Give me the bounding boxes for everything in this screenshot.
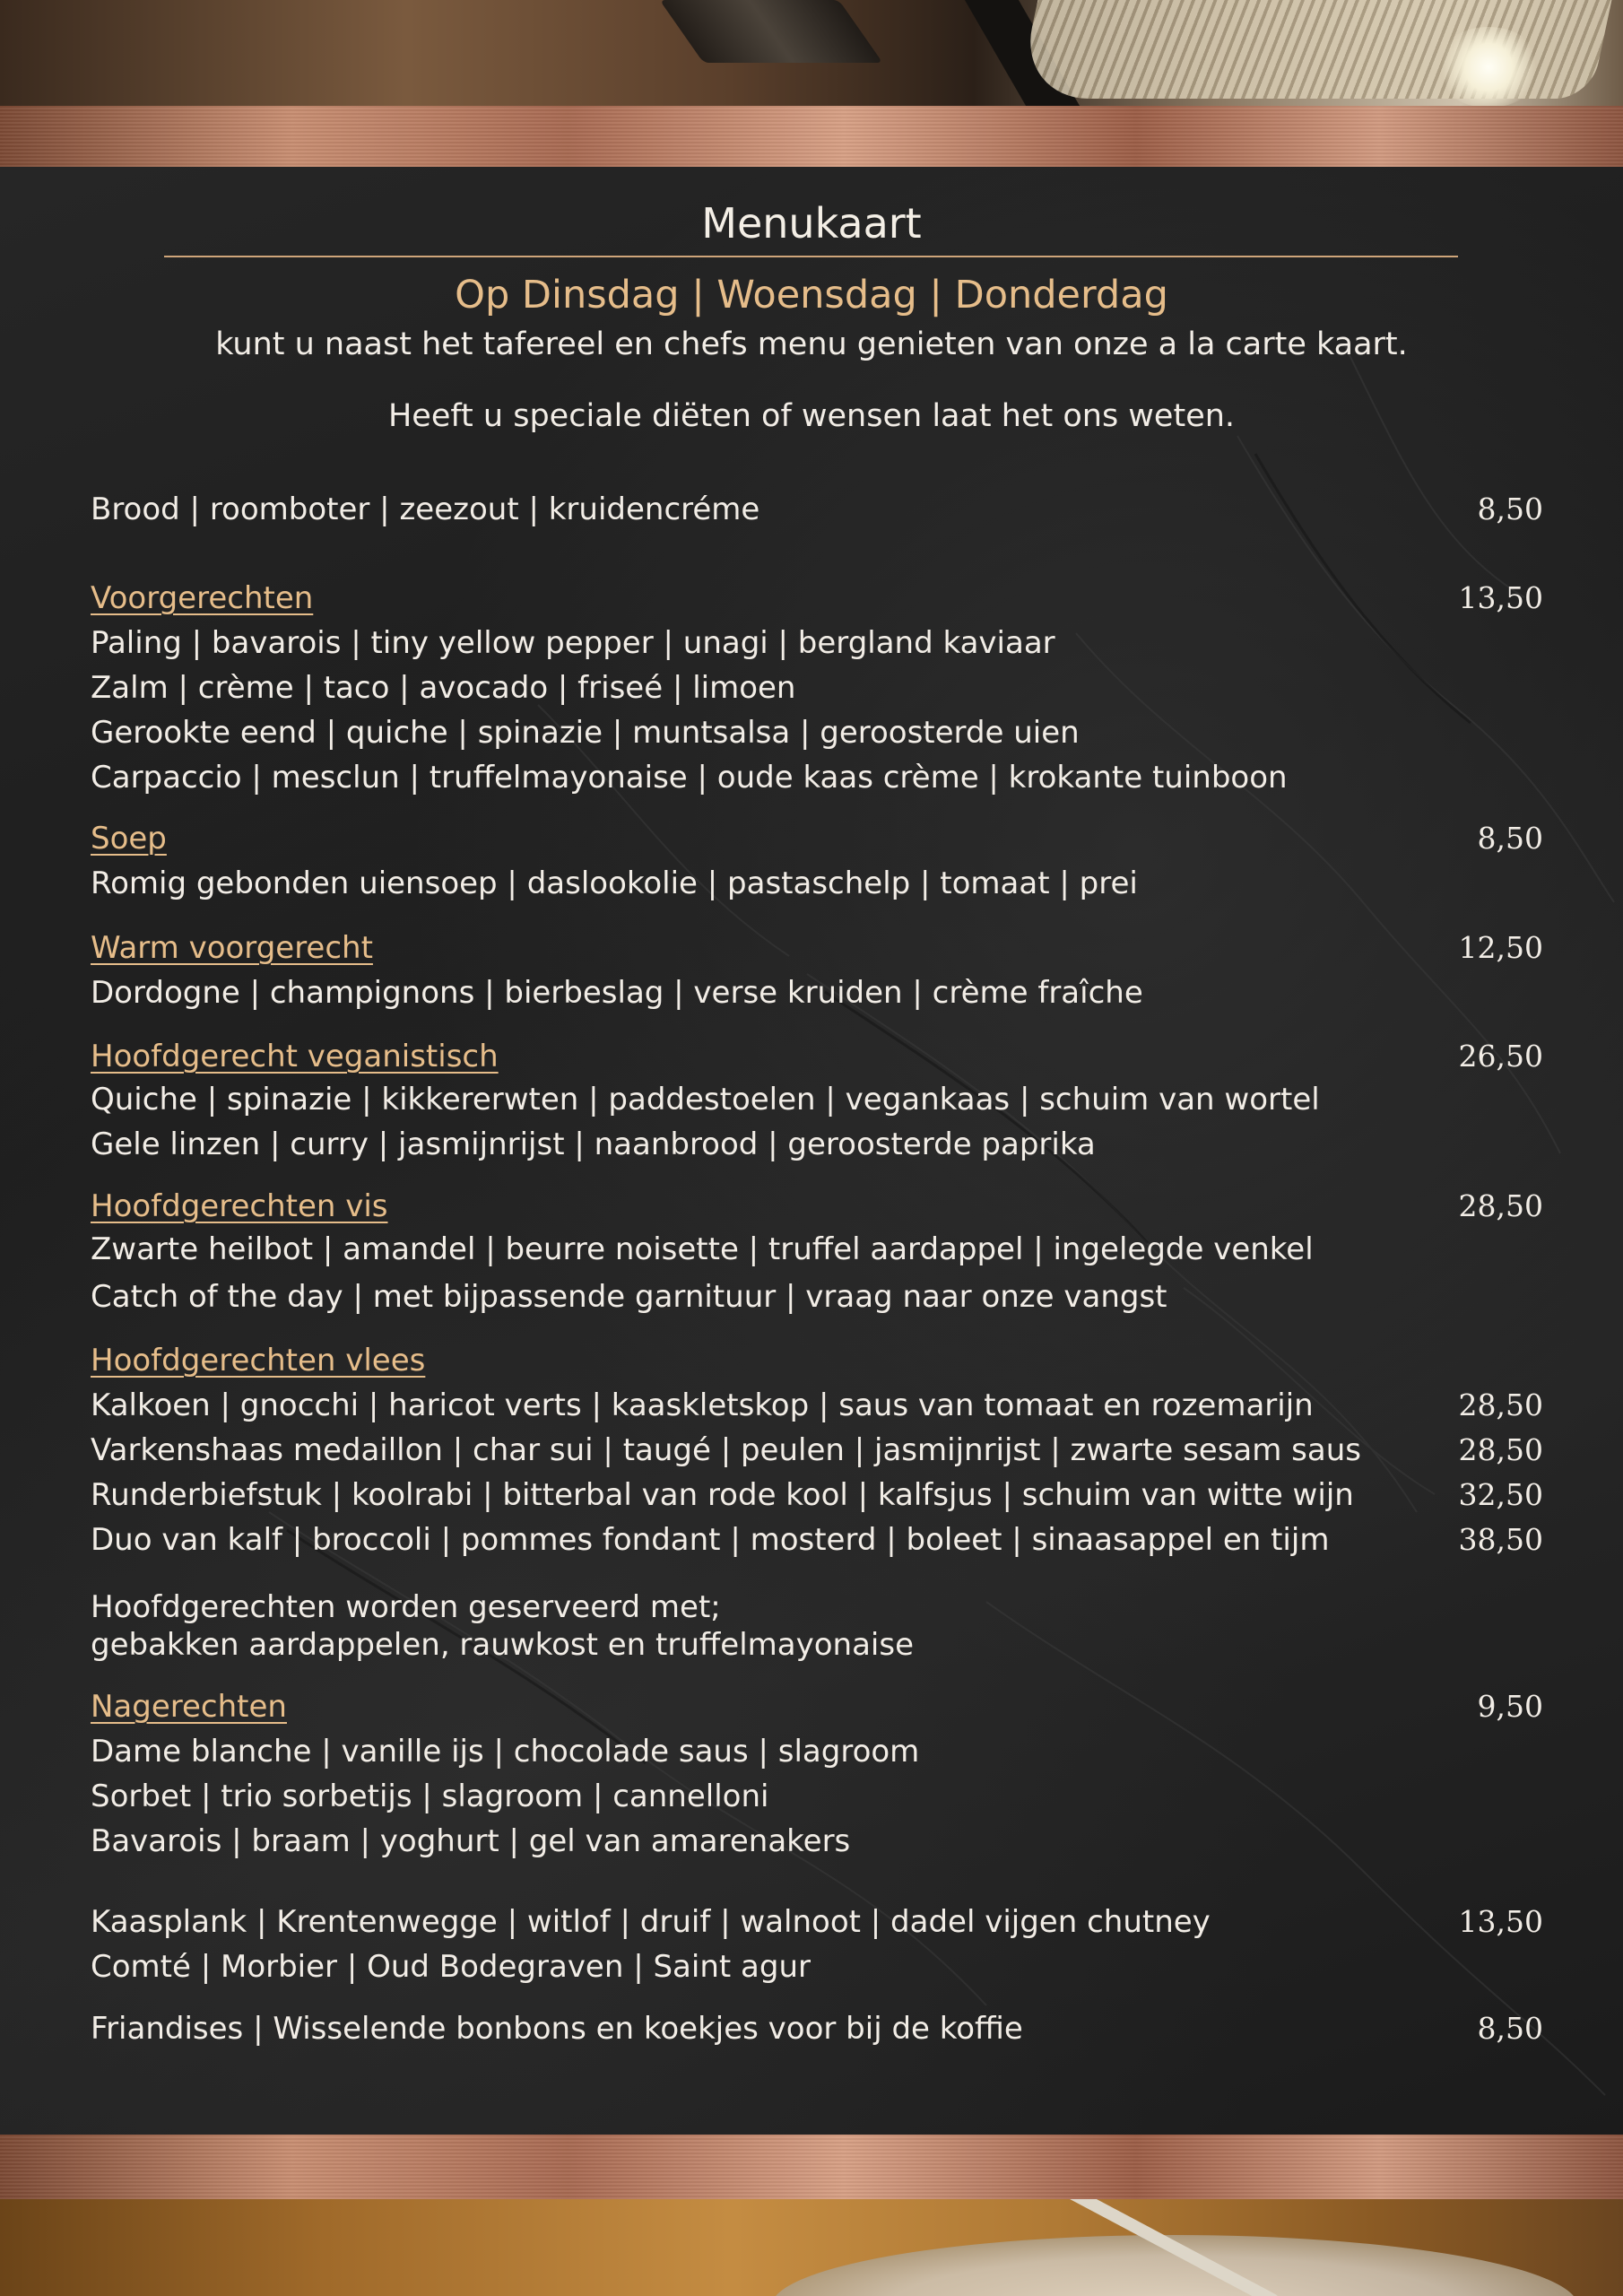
item-price: 8,50 <box>1477 2011 1543 2046</box>
menu-item-varkenshaas <box>91 1431 1543 1470</box>
list-item: Quiche | spinazie | kikkererwten | paddestoelen | vegankaas | schuim van wortel <box>91 1082 1320 1118</box>
menu-item-duo-van-kalf <box>91 1520 1543 1560</box>
menu-content <box>0 167 1623 2135</box>
list-item: Carpaccio | mesclun | truffelmayonaise | oude kaas crème | krokante tuinboon <box>91 760 1288 796</box>
category-label: Hoofdgerecht veganistisch <box>91 1039 499 1074</box>
category-label: Voorgerechten <box>91 580 314 616</box>
item-price: 32,50 <box>1458 1477 1543 1512</box>
footer-photo <box>0 2199 1623 2296</box>
item-text: Kaasplank | Krentenwegge | witlof | druif | walnoot | dadel vijgen chutney <box>91 1904 1211 1940</box>
list-item: Paling | bavarois | tiny yellow pepper | unagi | bergland kaviaar <box>91 625 1055 661</box>
list-item: Bavarois | braam | yoghurt | gel van amarenakers <box>91 1823 851 1859</box>
list-item: Dame blanche | vanille ijs | chocolade saus | slagroom <box>91 1734 920 1770</box>
diet-note: Heeft u speciale diëten of wensen laat het ons weten. <box>387 398 1236 434</box>
menu-item-kaasplank <box>91 1902 1543 1942</box>
list-item: Catch of the day | met bijpassende garnituur | vraag naar onze vangst <box>91 1279 1167 1315</box>
header-photo <box>0 0 1623 106</box>
item-text: Kalkoen | gnocchi | haricot verts | kaaskletskop | saus van tomaat en rozemarijn <box>91 1387 1314 1423</box>
item-text: Varkenshaas medaillon | char sui | taugé | peulen | jasmijnrijst | zwarte sesam saus <box>91 1432 1361 1468</box>
list-item: Gerookte eend | quiche | spinazie | muntsalsa | geroosterde uien <box>91 715 1080 751</box>
bottle-shape <box>659 0 882 63</box>
category-label: Hoofdgerechten vis <box>91 1188 388 1224</box>
copper-band-bottom <box>0 2135 1623 2199</box>
slate-board <box>0 167 1623 2135</box>
lamp-bulb-glow <box>1435 27 1542 106</box>
item-price: 28,50 <box>1458 1387 1543 1422</box>
list-item: Zalm | crème | taco | avocado | friseé | limoen <box>91 670 796 706</box>
category-hoofdgerechten-vis <box>91 1187 1543 1226</box>
list-item: Comté | Morbier | Oud Bodegraven | Saint agur <box>91 1949 811 1985</box>
menu-item-runderbiefstuk <box>91 1475 1543 1515</box>
list-item: Sorbet | trio sorbetijs | slagroom | cannelloni <box>91 1779 769 1814</box>
intro-text: kunt u naast het tafereel en chefs menu genieten van onze a la carte kaart. <box>215 326 1408 362</box>
category-label: Hoofdgerechten vlees <box>91 1343 426 1378</box>
copper-band-top <box>0 106 1623 167</box>
category-price: 12,50 <box>1458 930 1543 965</box>
list-item: Dordogne | champignons | bierbeslag | verse kruiden | crème fraîche <box>91 975 1143 1011</box>
list-item: Gele linzen | curry | jasmijnrijst | naanbrood | geroosterde paprika <box>91 1126 1096 1162</box>
side-dish-note: Hoofdgerechten worden geserveerd met; <box>91 1589 721 1625</box>
category-hoofdgerecht-veganistisch <box>91 1037 1543 1076</box>
item-price: 28,50 <box>1458 1432 1543 1467</box>
category-price: 13,50 <box>1458 580 1543 615</box>
item-text: Friandises | Wisselende bonbons en koekjes voor bij de koffie <box>91 2011 1023 2047</box>
item-text: Duo van kalf | broccoli | pommes fondant | mosterd | boleet | sinaasappel en tijm <box>91 1522 1330 1558</box>
item-price: 8,50 <box>1477 491 1543 526</box>
menu-item-friandises <box>91 2009 1543 2048</box>
side-dish-note: gebakken aardappelen, rauwkost en truffelmayonaise <box>91 1627 914 1663</box>
category-price: 9,50 <box>1477 1689 1543 1724</box>
item-price: 38,50 <box>1458 1522 1543 1557</box>
menu-item-brood <box>91 490 1543 529</box>
category-label: Nagerechten <box>91 1689 287 1725</box>
item-text: Runderbiefstuk | koolrabi | bitterbal van rode kool | kalfsjus | schuim van witte wijn <box>91 1477 1354 1513</box>
category-price: 8,50 <box>1477 821 1543 856</box>
title-divider <box>164 256 1458 257</box>
page-title: Menukaart <box>701 199 922 248</box>
category-nagerechten <box>91 1687 1543 1726</box>
days-heading: Op Dinsdag | Woensdag | Donderdag <box>455 273 1168 317</box>
category-soep <box>91 819 1543 858</box>
menu-item-kalkoen <box>91 1386 1543 1425</box>
item-text: Brood | roomboter | zeezout | kruidencréme <box>91 491 760 527</box>
item-price: 13,50 <box>1458 1904 1543 1939</box>
category-warm-voorgerecht <box>91 928 1543 968</box>
list-item: Zwarte heilbot | amandel | beurre noisette | truffel aardappel | ingelegde venkel <box>91 1231 1314 1267</box>
category-voorgerechten <box>91 578 1543 618</box>
category-label: Warm voorgerecht <box>91 930 373 966</box>
category-label: Soep <box>91 821 167 857</box>
category-hoofdgerechten-vlees <box>91 1341 1532 1380</box>
category-price: 26,50 <box>1458 1039 1543 1074</box>
list-item: Romig gebonden uiensoep | daslookolie | pastaschelp | tomaat | prei <box>91 865 1138 901</box>
category-price: 28,50 <box>1458 1188 1543 1223</box>
